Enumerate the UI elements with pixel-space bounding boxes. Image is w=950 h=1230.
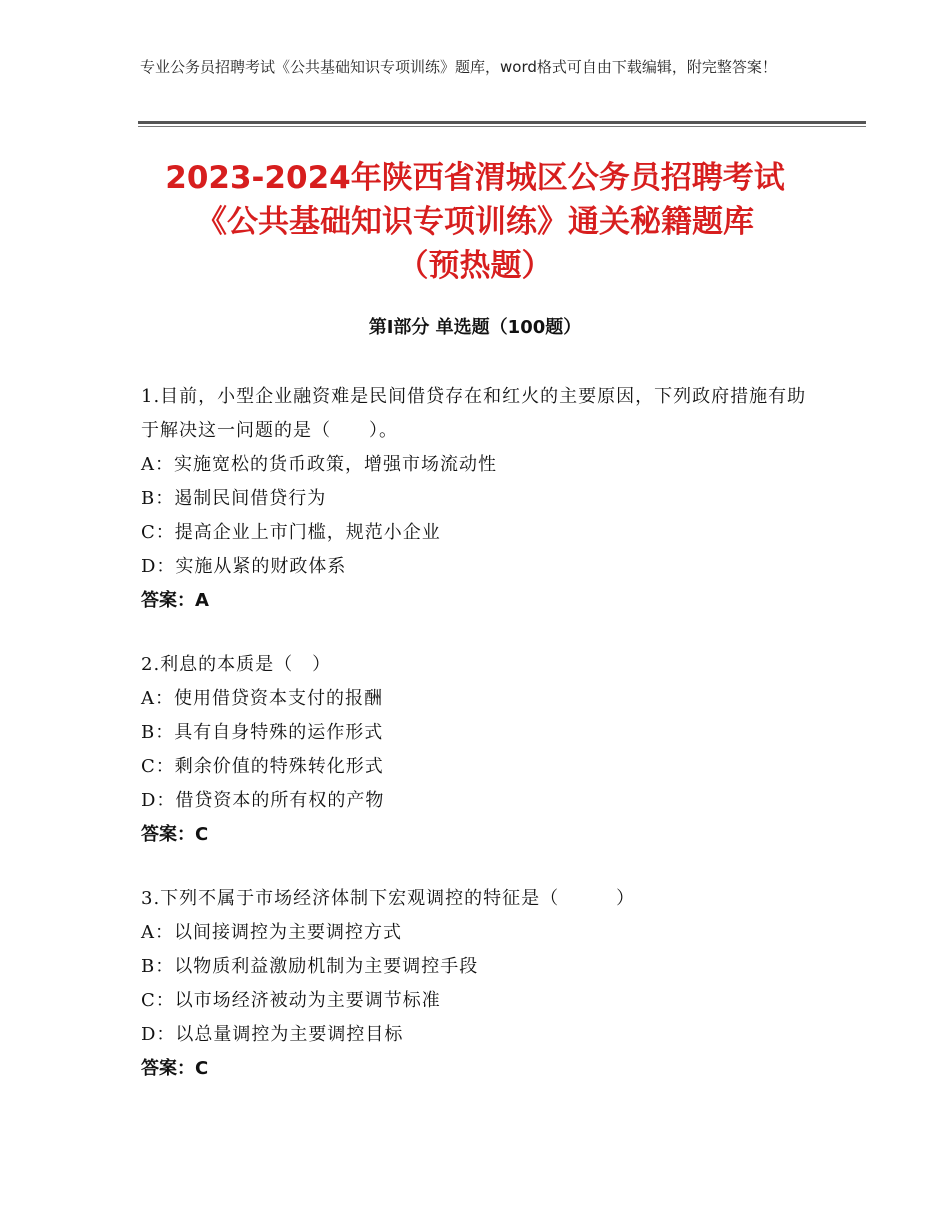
- question-item: [141, 882, 821, 1086]
- question-list: [141, 380, 821, 1116]
- title-line-1: 2023-2024年陕西省渭城区公务员招聘考试: [165, 160, 785, 196]
- option-a: A：以间接调控为主要调控方式: [141, 922, 402, 943]
- option-b: B：以物质利益激励机制为主要调控手段: [141, 956, 479, 977]
- question-item: [141, 380, 821, 618]
- option-d: D：以总量调控为主要调控目标: [141, 1024, 404, 1045]
- answer-line: 答案：A: [141, 590, 209, 611]
- question-item: [141, 648, 821, 852]
- question-stem: 3.下列不属于市场经济体制下宏观调控的特征是（ ）: [141, 888, 636, 909]
- option-c: C：以市场经济被动为主要调节标准: [141, 990, 441, 1011]
- answer-line: 答案：C: [141, 824, 209, 845]
- header-divider: [138, 121, 866, 127]
- option-b: B：遏制民间借贷行为: [141, 488, 327, 509]
- option-c: C：提高企业上市门槛，规范小企业: [141, 522, 441, 543]
- document-title: [100, 156, 850, 288]
- title-line-3: （预热题）: [397, 248, 553, 284]
- section-title: 第Ⅰ部分 单选题（100题）: [368, 317, 582, 338]
- option-c: C：剩余价值的特殊转化形式: [141, 756, 384, 777]
- option-b: B：具有自身特殊的运作形式: [141, 722, 384, 743]
- option-a: A：实施宽松的货币政策，增强市场流动性: [141, 454, 497, 475]
- question-stem: 2.利息的本质是（ ）: [141, 654, 332, 675]
- title-line-2: 《公共基础知识专项训练》通关秘籍题库: [196, 204, 754, 240]
- header-note: 专业公务员招聘考试《公共基础知识专项训练》题库，word格式可自由下载编辑，附完整答案！: [140, 58, 777, 76]
- option-a: A：使用借贷资本支付的报酬: [141, 688, 383, 709]
- divider-thin-line: [138, 126, 866, 127]
- option-d: D：借贷资本的所有权的产物: [141, 790, 385, 811]
- divider-thick-line: [138, 121, 866, 124]
- answer-line: 答案：C: [141, 1058, 209, 1079]
- option-d: D：实施从紧的财政体系: [141, 556, 347, 577]
- question-stem: 1.目前，小型企业融资难是民间借贷存在和红火的主要原因，下列政府措施有助于解决这一问题的是（ ）。: [141, 386, 807, 441]
